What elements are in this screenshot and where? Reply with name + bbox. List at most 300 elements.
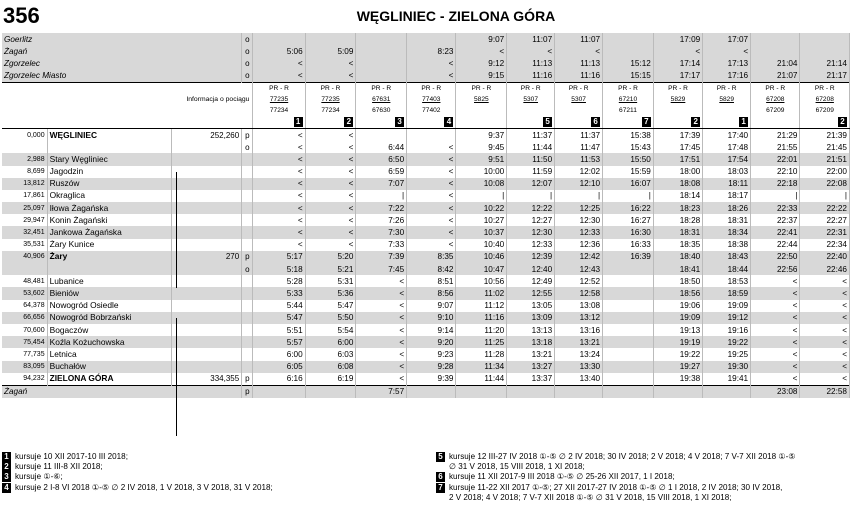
time-cell [751,45,800,57]
time-cell [603,385,654,398]
time-cell: < [407,153,456,165]
arr-dep-marker [242,178,253,190]
time-cell: 19:27 [653,361,702,373]
time-cell: 22:40 [800,251,850,263]
footnote-badge: 1 [294,117,303,127]
time-cell: < [356,361,407,373]
time-cell: < [356,287,407,299]
footnote-text: kursuje ①-⑥; [15,472,63,482]
station-name: Jankowa Żagańska [47,226,171,238]
arr-dep-marker: p [242,373,253,386]
time-cell: 13:27 [507,361,555,373]
arr-dep-marker [242,214,253,226]
badge-cell [507,116,555,129]
time-cell: 9:45 [456,141,507,153]
timetable-row [2,275,850,287]
time-cell: 10:27 [456,214,507,226]
time-cell: < [800,275,850,287]
train-type: PR - R [618,84,638,92]
time-cell: 11:37 [507,128,555,141]
time-cell: 7:57 [356,385,407,398]
footnote [2,452,273,462]
time-cell: 11:50 [507,153,555,165]
km-left: 17,861 [2,190,47,202]
time-cell: 13:30 [555,361,603,373]
time-cell: 18:35 [653,239,702,251]
time-cell: < [800,361,850,373]
time-cell: 6:00 [305,336,356,348]
time-cell: 18:44 [703,263,751,275]
km-left: 40,906 [2,251,47,263]
time-cell: 17:40 [703,128,751,141]
time-cell [603,275,654,287]
station-name: Żagań [2,45,242,57]
time-cell: 7:33 [356,239,407,251]
time-cell: < [305,57,356,69]
station-name: Konin Żagański [47,214,171,226]
footnotes-right [436,452,796,503]
time-cell: 5:50 [305,312,356,324]
station-name: Okraglica [47,190,171,202]
time-cell: 18:14 [653,190,702,202]
km-left [2,263,47,275]
station-name: Zgorzelec Miasto [2,70,242,83]
time-cell: 23:08 [751,385,800,398]
time-cell: < [751,312,800,324]
km-right [171,178,242,190]
time-cell: 11:07 [507,33,555,45]
train-type: PR - R [320,84,341,92]
time-cell: 18:28 [653,214,702,226]
time-cell: 7:30 [356,226,407,238]
time-cell: 11:59 [507,166,555,178]
timetable-row [2,324,850,336]
train-number-alt: 67630 [372,106,391,114]
time-cell: < [253,141,305,153]
time-cell: 12:39 [507,251,555,263]
time-cell: < [356,275,407,287]
time-cell [603,45,654,57]
time-cell: < [653,45,702,57]
time-cell: 18:31 [703,214,751,226]
time-cell: 5:17 [253,251,305,263]
timetable-row [2,70,850,83]
badge-cell [253,116,305,129]
footnote-text: kursuje 11 III-8 XII 2018; [15,462,103,472]
time-cell: < [751,361,800,373]
time-cell [603,263,654,275]
arr-dep-marker: p [242,385,253,398]
time-cell: < [800,287,850,299]
footnote [436,452,796,462]
footnotes-left [2,452,273,493]
timetable-row [2,385,850,398]
timetable-row [2,336,850,348]
time-cell: 9:39 [407,373,456,386]
footnote-badge: 4 [444,117,453,127]
time-cell [603,312,654,324]
time-cell: 9:15 [456,70,507,83]
train-info [507,82,555,116]
time-cell: 7:26 [356,214,407,226]
km-right [171,202,242,214]
time-cell: 17:14 [653,57,702,69]
time-cell: 22:31 [800,226,850,238]
time-cell: 9:20 [407,336,456,348]
train-number: 77403 [422,95,441,103]
time-cell: 22:08 [800,178,850,190]
km-right [171,226,242,238]
train-info [456,82,507,116]
time-cell [703,385,751,398]
footnote-badge: 6 [436,472,445,482]
badge-cell [800,116,850,129]
time-cell: < [305,239,356,251]
footnote-badge: 5 [543,117,552,127]
time-cell: 6:19 [305,373,356,386]
badge-cell [305,116,356,129]
time-cell: 10:46 [456,251,507,263]
time-cell: 9:28 [407,361,456,373]
time-cell: 8:42 [407,263,456,275]
time-cell: 18:23 [653,202,702,214]
time-cell: 22:00 [800,166,850,178]
time-cell: 11:53 [555,153,603,165]
time-cell: 22:10 [751,166,800,178]
time-cell: 10:47 [456,263,507,275]
station-name [47,263,171,275]
train-type: PR - R [716,84,737,92]
time-cell: 6:59 [356,166,407,178]
arr-dep-marker: o [242,33,253,45]
train-number-alt: 67209 [766,106,785,114]
timetable-row [2,263,850,275]
train-type: PR - R [371,84,392,92]
arr-dep-marker: o [242,141,253,153]
time-cell: < [507,45,555,57]
station-name: ZIELONA GÓRA [47,373,171,386]
time-cell: 11:28 [456,348,507,360]
train-info [800,82,850,116]
time-cell: 22:46 [800,263,850,275]
time-cell: < [800,348,850,360]
train-info [751,82,800,116]
arr-dep-marker [242,324,253,336]
time-cell: < [555,45,603,57]
km-left: 48,481 [2,275,47,287]
time-cell: < [356,324,407,336]
station-name: Lubanice [47,275,171,287]
time-cell: 12:33 [507,239,555,251]
time-cell: 6:03 [305,348,356,360]
train-type: PR - R [668,84,688,92]
km-left: 35,531 [2,239,47,251]
km-left: 53,602 [2,287,47,299]
km-left: 83,095 [2,361,47,373]
time-cell: 19:41 [703,373,751,386]
time-cell: 7:45 [356,263,407,275]
arr-dep-marker [242,348,253,360]
arr-dep-marker: o [242,45,253,57]
station-name: Ruszów [47,178,171,190]
timetable-row [2,166,850,178]
time-cell: 19:16 [703,324,751,336]
time-cell: 16:30 [603,226,654,238]
time-cell: 11:44 [507,141,555,153]
time-cell: 6:16 [253,373,305,386]
badge-cell [555,116,603,129]
train-type: PR - R [269,84,289,92]
time-cell: 19:38 [653,373,702,386]
time-cell: < [253,214,305,226]
time-cell: 13:40 [555,373,603,386]
time-cell: 19:22 [703,336,751,348]
train-number: 5829 [670,95,686,103]
time-cell: 21:55 [751,141,800,153]
km-left: 0,000 [2,128,47,141]
arr-dep-marker [242,312,253,324]
time-cell: 17:45 [653,141,702,153]
time-cell: 12:42 [555,251,603,263]
timetable-row [2,57,850,69]
time-cell: < [305,153,356,165]
time-cell [603,287,654,299]
station-name: Letnica [47,348,171,360]
timetable-row [2,128,850,141]
time-cell: 12:02 [555,166,603,178]
time-cell: 6:05 [253,361,305,373]
time-cell: < [800,312,850,324]
time-cell: < [253,239,305,251]
time-cell [603,361,654,373]
route-arrow-2 [176,318,177,436]
train-number-alt: 67209 [815,106,834,114]
train-number-alt: 77234 [269,106,289,114]
time-cell: < [356,336,407,348]
timetable-row [2,239,850,251]
time-cell [555,385,603,398]
km-right [171,141,242,153]
time-cell: 16:33 [603,239,654,251]
time-cell: 12:10 [555,178,603,190]
time-cell: 17:48 [703,141,751,153]
time-cell [603,348,654,360]
time-cell [603,324,654,336]
time-cell: 11:47 [555,141,603,153]
time-cell: 18:08 [653,178,702,190]
time-cell: 17:54 [703,153,751,165]
time-cell: 6:00 [253,348,305,360]
time-cell: 10:00 [456,166,507,178]
time-cell: 5:57 [253,336,305,348]
time-cell: 6:44 [356,141,407,153]
time-cell: 5:44 [253,300,305,312]
time-cell: 9:51 [456,153,507,165]
time-cell: 18:00 [653,166,702,178]
time-cell: 12:30 [507,226,555,238]
train-number: 67631 [372,95,391,103]
km-right [171,361,242,373]
time-cell: 7:39 [356,251,407,263]
time-cell: < [305,141,356,153]
time-cell: 12:58 [555,287,603,299]
time-cell: 12:36 [555,239,603,251]
station-name: Zgorzelec [2,57,242,69]
time-cell: 8:56 [407,287,456,299]
time-cell [305,385,356,398]
timetable-row [2,287,850,299]
time-cell: 5:06 [253,45,305,57]
station-name: Bieniów [47,287,171,299]
footnote-badge: 7 [642,117,651,127]
train-type: PR - R [765,84,786,92]
time-cell: 17:09 [653,33,702,45]
time-cell: 11:13 [507,57,555,69]
time-cell [356,57,407,69]
time-cell: 5:09 [305,45,356,57]
km-right [171,287,242,299]
time-cell: < [407,202,456,214]
train-number: 5307 [571,95,586,103]
time-cell: 12:07 [507,178,555,190]
time-cell [603,373,654,386]
km-left: 13,812 [2,178,47,190]
time-cell: < [253,178,305,190]
footnote [2,483,273,493]
timetable-row [2,202,850,214]
footnote-continued: ∅ 31 V 2018, 15 VIII 2018, 1 XI 2018; [449,462,585,472]
time-cell: 21:51 [800,153,850,165]
km-right [171,324,242,336]
train-type: PR - R [471,84,492,92]
time-cell: < [305,128,356,141]
time-cell: 17:51 [653,153,702,165]
footnote-badge-row [2,116,850,129]
time-cell: 5:31 [305,275,356,287]
time-cell: 5:36 [305,287,356,299]
time-cell: 22:01 [751,153,800,165]
badge-cell [356,116,407,129]
train-number-alt: 77402 [422,106,441,114]
timetable-row [2,33,850,45]
train-type: PR - R [568,84,589,92]
station-name [47,141,171,153]
footnote-badge: 5 [436,452,445,462]
arr-dep-marker [242,202,253,214]
km-left: 32,451 [2,226,47,238]
arr-dep-marker [242,275,253,287]
arr-dep-marker [242,190,253,202]
train-info [356,82,407,116]
time-cell: 18:17 [703,190,751,202]
time-cell: 19:30 [703,361,751,373]
time-cell: 21:14 [800,57,850,69]
time-cell: 12:25 [555,202,603,214]
time-cell: 5:18 [253,263,305,275]
arr-dep-marker [242,239,253,251]
km-right: 270 [171,251,242,263]
time-cell: 12:55 [507,287,555,299]
km-right [171,153,242,165]
time-cell: < [407,214,456,226]
time-cell: 11:07 [555,33,603,45]
station-name: Iłowa Żagańska [47,202,171,214]
time-cell: 11:34 [456,361,507,373]
time-cell [407,128,456,141]
route-arrow-1 [176,172,177,288]
time-cell: 22:33 [751,202,800,214]
time-cell: 19:19 [653,336,702,348]
train-info [253,82,305,116]
km-right [171,300,242,312]
time-cell: < [751,275,800,287]
time-cell: 13:13 [507,324,555,336]
time-cell: 11:12 [456,300,507,312]
time-cell: < [305,70,356,83]
km-right [171,348,242,360]
time-cell [456,385,507,398]
time-cell: < [253,226,305,238]
time-cell: 19:25 [703,348,751,360]
km-left: 66,656 [2,312,47,324]
time-cell: 15:50 [603,153,654,165]
timetable-row [2,251,850,263]
time-cell: 13:18 [507,336,555,348]
arr-dep-marker: p [242,128,253,141]
km-right: 334,355 [171,373,242,386]
time-cell: 13:37 [507,373,555,386]
time-cell: < [407,226,456,238]
time-cell: 21:29 [751,128,800,141]
km-left [2,141,47,153]
time-cell: 16:22 [603,202,654,214]
time-cell: 8:35 [407,251,456,263]
time-cell: 18:43 [703,251,751,263]
time-cell: 22:50 [751,251,800,263]
time-cell: 18:26 [703,202,751,214]
time-cell: 11:20 [456,324,507,336]
route-title: WĘGLINIEC - ZIELONA GÓRA [356,8,556,24]
time-cell: 12:27 [507,214,555,226]
time-cell [800,33,850,45]
time-cell: < [356,348,407,360]
time-cell: 9:12 [456,57,507,69]
time-cell: < [407,239,456,251]
time-cell: 21:04 [751,57,800,69]
time-cell [653,385,702,398]
time-cell: 18:31 [653,226,702,238]
arr-dep-marker [242,361,253,373]
time-cell: 10:37 [456,226,507,238]
train-number: 5825 [474,95,489,103]
time-cell: < [407,70,456,83]
time-cell: 18:03 [703,166,751,178]
time-cell: < [356,300,407,312]
time-cell: < [407,166,456,178]
timetable-row [2,178,850,190]
time-cell: 12:30 [555,214,603,226]
time-cell [507,385,555,398]
time-cell [356,128,407,141]
train-number: 77235 [269,95,289,103]
time-cell: 6:50 [356,153,407,165]
time-cell: 15:15 [603,70,654,83]
train-info [603,82,654,116]
time-cell: 22:56 [751,263,800,275]
km-left: 8,699 [2,166,47,178]
arr-dep-marker [242,300,253,312]
time-cell: < [253,128,305,141]
